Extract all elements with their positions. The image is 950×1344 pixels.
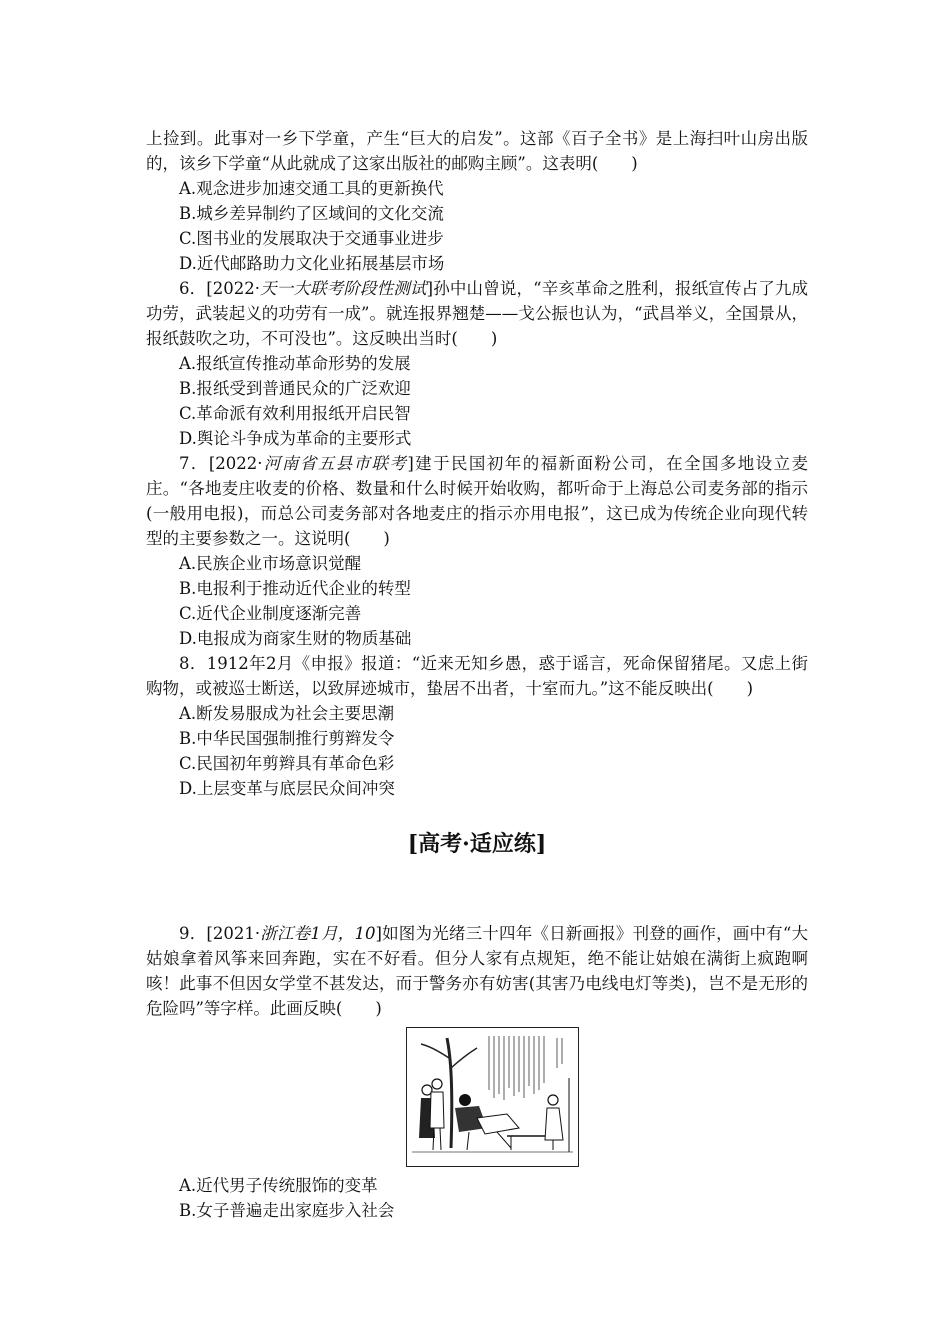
question-8 xyxy=(146,651,808,801)
question-7-option-c: C.近代企业制度逐渐完善 xyxy=(179,604,362,623)
question-5-option-d: D.近代邮路助力文化业拓展基层市场 xyxy=(179,254,445,273)
question-9-stem xyxy=(146,921,808,1021)
question-6 xyxy=(146,276,808,451)
question-8-option-d: D.上层变革与底层民众间冲突 xyxy=(179,779,395,798)
question-5-option-b: B.城乡差异制约了区域间的文化交流 xyxy=(179,204,444,223)
newspaper-illustration-icon xyxy=(406,1027,579,1167)
question-8-option-c: C.民国初年剪辫具有革命色彩 xyxy=(179,754,395,773)
question-9-number: 9．[2021· xyxy=(179,924,261,943)
question-7-number: 7．[2022· xyxy=(179,454,263,473)
question-9 xyxy=(146,921,808,1223)
question-6-option-b: B.报纸受到普通民众的广泛欢迎 xyxy=(179,379,411,398)
question-5 xyxy=(146,126,808,276)
question-7 xyxy=(146,451,808,651)
question-7-stem xyxy=(146,451,808,551)
question-7-option-b: B.电报利于推动近代企业的转型 xyxy=(179,579,411,598)
question-5-stem: 上捡到。此事对一乡下学童，产生“巨大的启发”。这部《百子全书》是上海扫叶山房出版的，该乡下学童“从此就成了这家出版社的邮购主顾”。这表明( ) xyxy=(146,129,808,173)
section-title: [高考·适应练] xyxy=(407,831,547,857)
question-6-option-a: A.报纸宣传推动革命形势的发展 xyxy=(179,354,411,373)
question-8-option-a: A.断发易服成为社会主要思潮 xyxy=(179,704,395,723)
question-9-text: ]如图为光绪三十四年《日新画报》刊登的画作，画中有“大姑娘拿着风筝来回奔跑，实在不好看。但分人家有点规矩，绝不能让姑娘在满街上疯跑啊咳！此事不但因女学堂不甚发达，而于警务亦有妨害(其害乃电线电灯等类)，岂不是无形的危险吗”等字样。此画反映( ) xyxy=(146,924,809,1018)
question-8-stem: 8．1912年2月《申报》报道：“近来无知乡愚，惑于谣言，死命保留猪尾。又虑上街购物，或被巡士断送，以致屏迹城市，蛰居不出者，十室而九。”这不能反映出( ) xyxy=(146,654,808,698)
question-6-source: 天一大联考阶段性测试 xyxy=(259,279,427,298)
question-6-number: 6．[2022· xyxy=(179,279,260,298)
question-7-text: ]建于民国初年的福新面粉公司，在全国多地设立麦庄。“各地麦庄收麦的价格、数量和什么时候开始收购，都听命于上海总公司麦务部的指示(一般用电报)，而总公司麦务部对各地麦庄的指示亦用电报”，这已成为传统企业向现代转型的主要参数之一。这说明( ) xyxy=(146,454,809,548)
document-page xyxy=(146,126,808,1223)
question-6-option-c: C.革命派有效利用报纸开启民智 xyxy=(179,404,411,423)
question-7-option-a: A.民族企业市场意识觉醒 xyxy=(179,554,362,573)
question-9-option-b: B.女子普遍走出家庭步入社会 xyxy=(179,1201,395,1220)
question-8-option-b: B.中华民国强制推行剪辫发令 xyxy=(179,729,395,748)
question-6-stem xyxy=(146,276,808,351)
question-7-source: 河南省五县市联考 xyxy=(262,454,408,473)
question-5-option-c: C.图书业的发展取决于交通事业进步 xyxy=(179,229,444,248)
question-9-option-a: A.近代男子传统服饰的变革 xyxy=(179,1176,378,1195)
question-9-source: 浙江卷1月，10 xyxy=(260,924,376,943)
question-6-option-d: D.舆论斗争成为革命的主要形式 xyxy=(179,429,412,448)
question-6-text: ]孙中山曾说，“辛亥革命之胜利，报纸宣传占了九成功劳，武装起义的功劳有一成”。就连报界翘楚——戈公振也认为，“武昌举义，全国景从，报纸鼓吹之功，不可没也”。这反映出当时( ) xyxy=(146,279,809,348)
question-5-option-a: A.观念进步加速交通工具的更新换代 xyxy=(179,179,444,198)
question-7-option-d: D.电报成为商家生财的物质基础 xyxy=(179,629,412,648)
